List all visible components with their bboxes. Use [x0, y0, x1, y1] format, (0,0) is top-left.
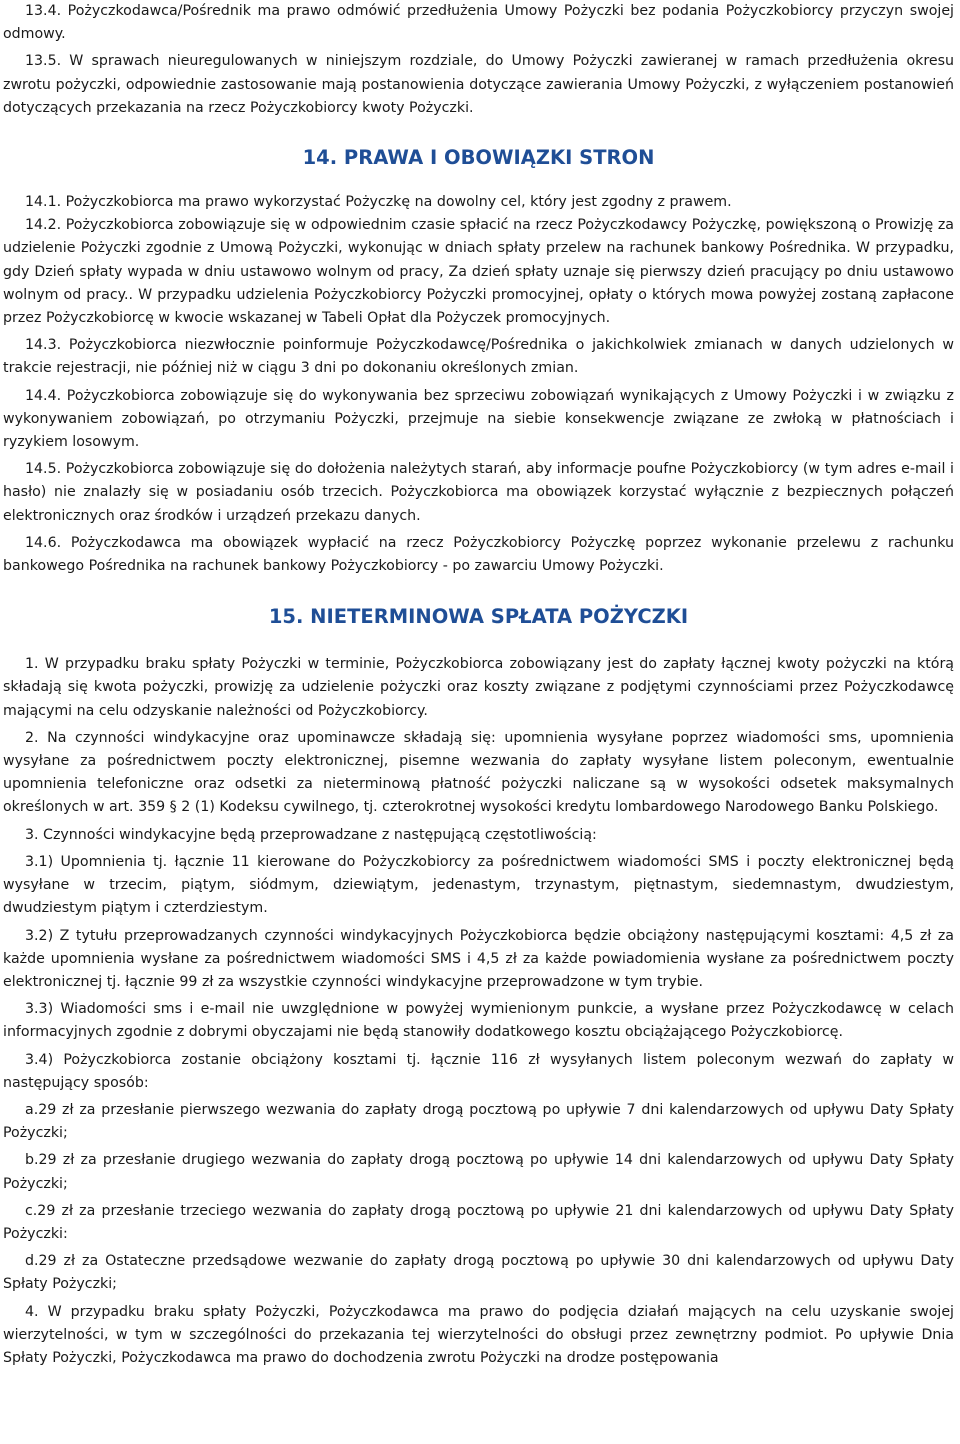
- paragraph-15-3-2: 3.2) Z tytułu przeprowadzanych czynności windykacyjnych Pożyczkobiorca będzie obciążony następującymi kosztami: 4,5 zł za każde upomnienia wysłane za pośrednictwem wiadomości SMS i 4,5 zł za każde powiadomienia wysłane za pośrednictwem poczty elektronicznej tj. łącznie 99 zł za wszystkie czynności windykacyjne przeprowadzone w tym trybie.: [3, 927, 954, 990]
- lead-section: [3, 0, 954, 120]
- section-14-heading: 14. PRAWA I OBOWIĄZKI STRON: [302, 146, 655, 170]
- paragraph-14-5: 14.5. Pożyczkobiorca zobowiązuje się do dołożenia należytych starań, aby informacje poufne Pożyczkobiorcy (w tym adres e-mail i hasło) nie znalazły się w posiadaniu osób trzecich. Pożyczkobiorca ma obowiązek korzystać wyłącznie z bezpiecznych połączeń elektronicznych oraz środków i urządzeń przekazu danych.: [3, 461, 954, 524]
- section-15: [3, 653, 954, 1370]
- paragraph-15-1: 1. W przypadku braku spłaty Pożyczki w terminie, Pożyczkobiorca zobowiązany jest do zapłaty łącznej kwoty pożyczki na którą składają się kwota pożyczki, prowizję za udzielenie pożyczki oraz koszty związane z podjętymi czynnościami przez Pożyczkodawcę mającymi na celu odzyskanie należności od Pożyczkobiorcy.: [3, 656, 954, 719]
- paragraph-15-3-3: 3.3) Wiadomości sms i e-mail nie uwzględnione w powyżej wymienionym punkcie, a wysłane przez Pożyczkodawcę w celach informacyjnych zgodnie z dobrymi obyczajami nie będą stanowiły dodatkowego kosztu obciążającego Pożyczkobiorcę.: [3, 1001, 954, 1041]
- paragraph-14-1: 14.1. Pożyczkobiorca ma prawo wykorzystać Pożyczkę na dowolny cel, który jest zgodny z prawem.: [25, 194, 732, 211]
- paragraph-14-2: 14.2. Pożyczkobiorca zobowiązuje się w odpowiednim czasie spłacić na rzecz Pożyczkodawcy Pożyczkę, powiększoną o Prowizję za udzielenie Pożyczki zgodnie z Umową Pożyczki, wykonując w dniach spłaty przelew na rachunek bankowy Pośrednika. W przypadku, gdy Dzień spłaty wypada w dniu ustawowo wolnym od pracy, Za dzień spłaty uznaje się pierwszy dzień pracujący po dniu ustawowo wolnym od pracy.. W przypadku udzielenia Pożyczkobiorcy Pożyczki promocyjnej, opłaty o których mowa powyżej zostaną zapłacone przez Pożyczkobiorcę w kwocie wskazanej w Tabeli Opłat dla Pożyczek promocyjnych.: [3, 217, 954, 327]
- list-item-c: c.29 zł za przesłanie trzeciego wezwania do zapłaty drogą pocztową po upływie 21 dni kalendarzowych od upływu Daty Spłaty Pożyczki:: [3, 1202, 954, 1242]
- paragraph-14-4: 14.4. Pożyczkobiorca zobowiązuje się do wykonywania bez sprzeciwu zobowiązań wynikających z Umowy Pożyczki i w związku z wykonywaniem zobowiązań, po otrzymaniu Pożyczki, przejmuje na siebie konsekwencje związane ze zwłoką w płatnościach i ryzykiem losowym.: [3, 387, 954, 451]
- paragraph-13-5: 13.5. W sprawach nieuregulowanych w niniejszym rozdziale, do Umowy Pożyczki zawieranej w ramach przedłużenia okresu zwrotu pożyczki, odpowiednie zastosowanie mają postanowienia dotyczące zawierania Umowy Pożyczki, z wyłączeniem postanowień dotyczących przekazania na rzecz Pożyczkobiorcy kwoty Pożyczki.: [3, 53, 954, 116]
- paragraph-14-6: 14.6. Pożyczkodawca ma obowiązek wypłacić na rzecz Pożyczkobiorcy Pożyczkę poprzez wykonanie przelewu z rachunku bankowego Pośrednika na rachunek bankowy Pożyczkobiorcy - po zawarciu Umowy Pożyczki.: [3, 534, 954, 575]
- list-item-a: a.29 zł za przesłanie pierwszego wezwania do zapłaty drogą pocztową po upływie 7 dni kalendarzowych od upływu Daty Spłaty Pożyczki;: [3, 1101, 954, 1142]
- paragraph-15-2: 2. Na czynności windykacyjne oraz upominawcze składają się: upomnienia wysyłane poprzez wiadomości sms, upomnienia wysyłane za pośrednictwem poczty elektronicznej, pisemne wezwania do zapłaty wysyłane listem poleconym, ewentualnie upomnienia telefoniczne oraz odsetki za nieterminową płatność pożyczki naliczane są w wysokości odsetek maksymalnych określonych w art. 359 § 2 (1) Kodeksu cywilnego, tj. czterokrotnej wysokości kredytu lombardowego Narodowego Banku Polskiego.: [3, 729, 954, 816]
- list-item-d: d.29 zł za Ostateczne przedsądowe wezwanie do zapłaty drogą pocztową po upływie 30 dni kalendarzowych od upływu Daty Spłaty Pożyczki;: [3, 1253, 954, 1293]
- paragraph-13-4: 13.4. Pożyczkodawca/Pośrednik ma prawo odmówić przedłużenia Umowy Pożyczki bez podania Pożyczkobiorcy przyczyn swojej odmowy.: [3, 3, 954, 43]
- paragraph-15-3-1: 3.1) Upomnienia tj. łącznie 11 kierowane do Pożyczkobiorcy za pośrednictwem wiadomości SMS i poczty elektronicznej będą wysyłane w trzecim, piątym, siódmym, dziewiątym, jedenastym, trzynastym, piętnastym, siedemnastym, dwudziestym, dwudziestym piątym i czterdziestym.: [3, 853, 954, 917]
- paragraph-15-4: 4. W przypadku braku spłaty Pożyczki, Pożyczkodawca ma prawo do podjęcia działań mających na celu uzyskanie swojej wierzytelności, w tym w szczególności do przekazania tej wierzytelności do obsługi przez zewnętrzny podmiot. Po upływie Dnia Spłaty Pożyczki, Pożyczkodawca ma prawo do dochodzenia zwrotu Pożyczki na drodze postępowania: [3, 1303, 954, 1366]
- paragraph-14-3: 14.3. Pożyczkobiorca niezwłocznie poinformuje Pożyczkodawcę/Pośrednika o jakichkolwiek zmianach w danych udzielonych w trakcie rejestracji, nie później niż w ciągu 3 dni po dokonaniu określonych zmian.: [3, 337, 954, 377]
- section-15-heading: 15. NIETERMINOWA SPŁATA POŻYCZKI: [268, 605, 689, 629]
- paragraph-15-3-4: 3.4) Pożyczkobiorca zostanie obciążony kosztami tj. łącznie 116 zł wysyłanych listem poleconym wezwań do zapłaty w następujący sposób:: [3, 1051, 954, 1091]
- section-14: [3, 191, 954, 578]
- paragraph-15-3: 3. Czynności windykacyjne będą przeprowadzane z następującą częstotliwością:: [25, 826, 597, 843]
- list-item-b: b.29 zł za przesłanie drugiego wezwania do zapłaty drogą pocztową po upływie 14 dni kalendarzowych od upływu Daty Spłaty Pożyczki;: [3, 1152, 954, 1192]
